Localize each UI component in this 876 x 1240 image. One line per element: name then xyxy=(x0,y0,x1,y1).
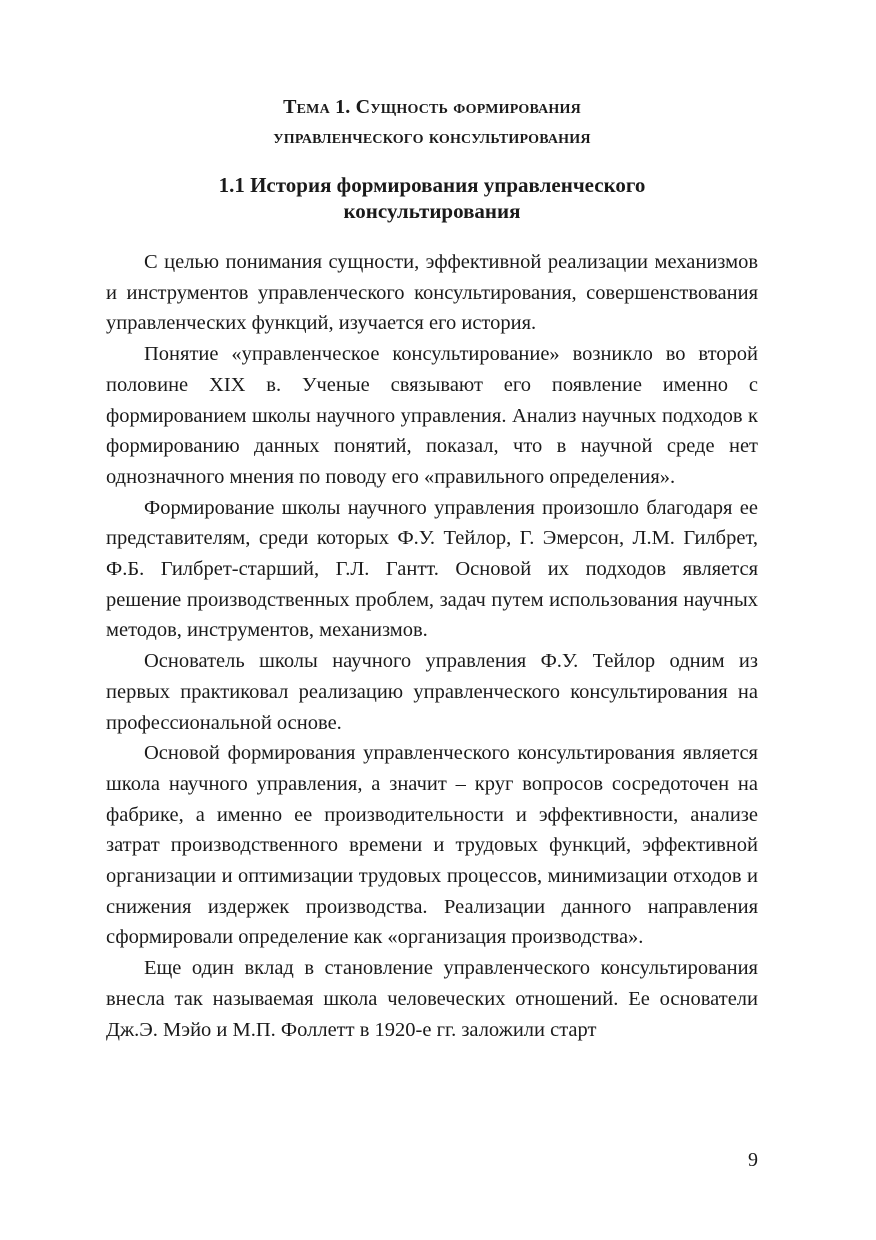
paragraph: Основой формирования управленческого консультирования является школа научного управления, а значит – круг вопросов сосредоточен на фабрике, а именно ее производительности и эффективности, анализе затрат производственного времени и трудовых функций, эффективной организации и оптимизации трудовых процессов, минимизации отходов и снижения издержек производства. Реализации данного направления сформировали определение как «организация производства». xyxy=(106,742,758,949)
topic-title-line-1: Тема 1. Сущность формирования xyxy=(283,96,581,118)
paragraph: Понятие «управленческое консультирование» возникло во второй половине XIX в. Ученые связывают его появление именно с формированием школы научного управления. Анализ научных подходов к формированию данных понятий, показал, что в научной среде нет однозначного мнения по поводу его «правильного определения». xyxy=(106,343,758,488)
section-title-line-1: 1.1 История формирования управленческого xyxy=(218,173,646,197)
paragraph: С целью понимания сущности, эффективной реализации механизмов и инструментов управленческого консультирования, совершенствования управленческих функций, изучается его история. xyxy=(106,251,758,335)
paragraph: Формирование школы научного управления произошло благодаря ее представителям, среди которых Ф.У. Тейлор, Г. Эмерсон, Л.М. Гилбрет, Ф.Б. Гилбрет-старший, Г.Л. Гантт. Основой их подходов является решение производственных проблем, задач путем использования научных методов, инструментов, механизмов. xyxy=(106,496,758,642)
page-number: 9 xyxy=(748,1149,758,1171)
section-title xyxy=(106,172,758,224)
paragraph: Еще один вклад в становление управленческого консультирования внесла так называемая школа человеческих отношений. Ее основатели Дж.Э. Мэйо и М.П. Фоллетт в 1920-е гг. заложили старт xyxy=(106,957,758,1041)
section-title-line-2: консультирования xyxy=(343,199,521,223)
topic-title-line-2: управленческого консультирования xyxy=(273,126,591,148)
page-body xyxy=(106,92,758,1045)
paragraph: Основатель школы научного управления Ф.У. Тейлор одним из первых практиковал реализацию управленческого консультирования на профессиональной основе. xyxy=(106,650,758,734)
topic-title xyxy=(106,92,758,152)
